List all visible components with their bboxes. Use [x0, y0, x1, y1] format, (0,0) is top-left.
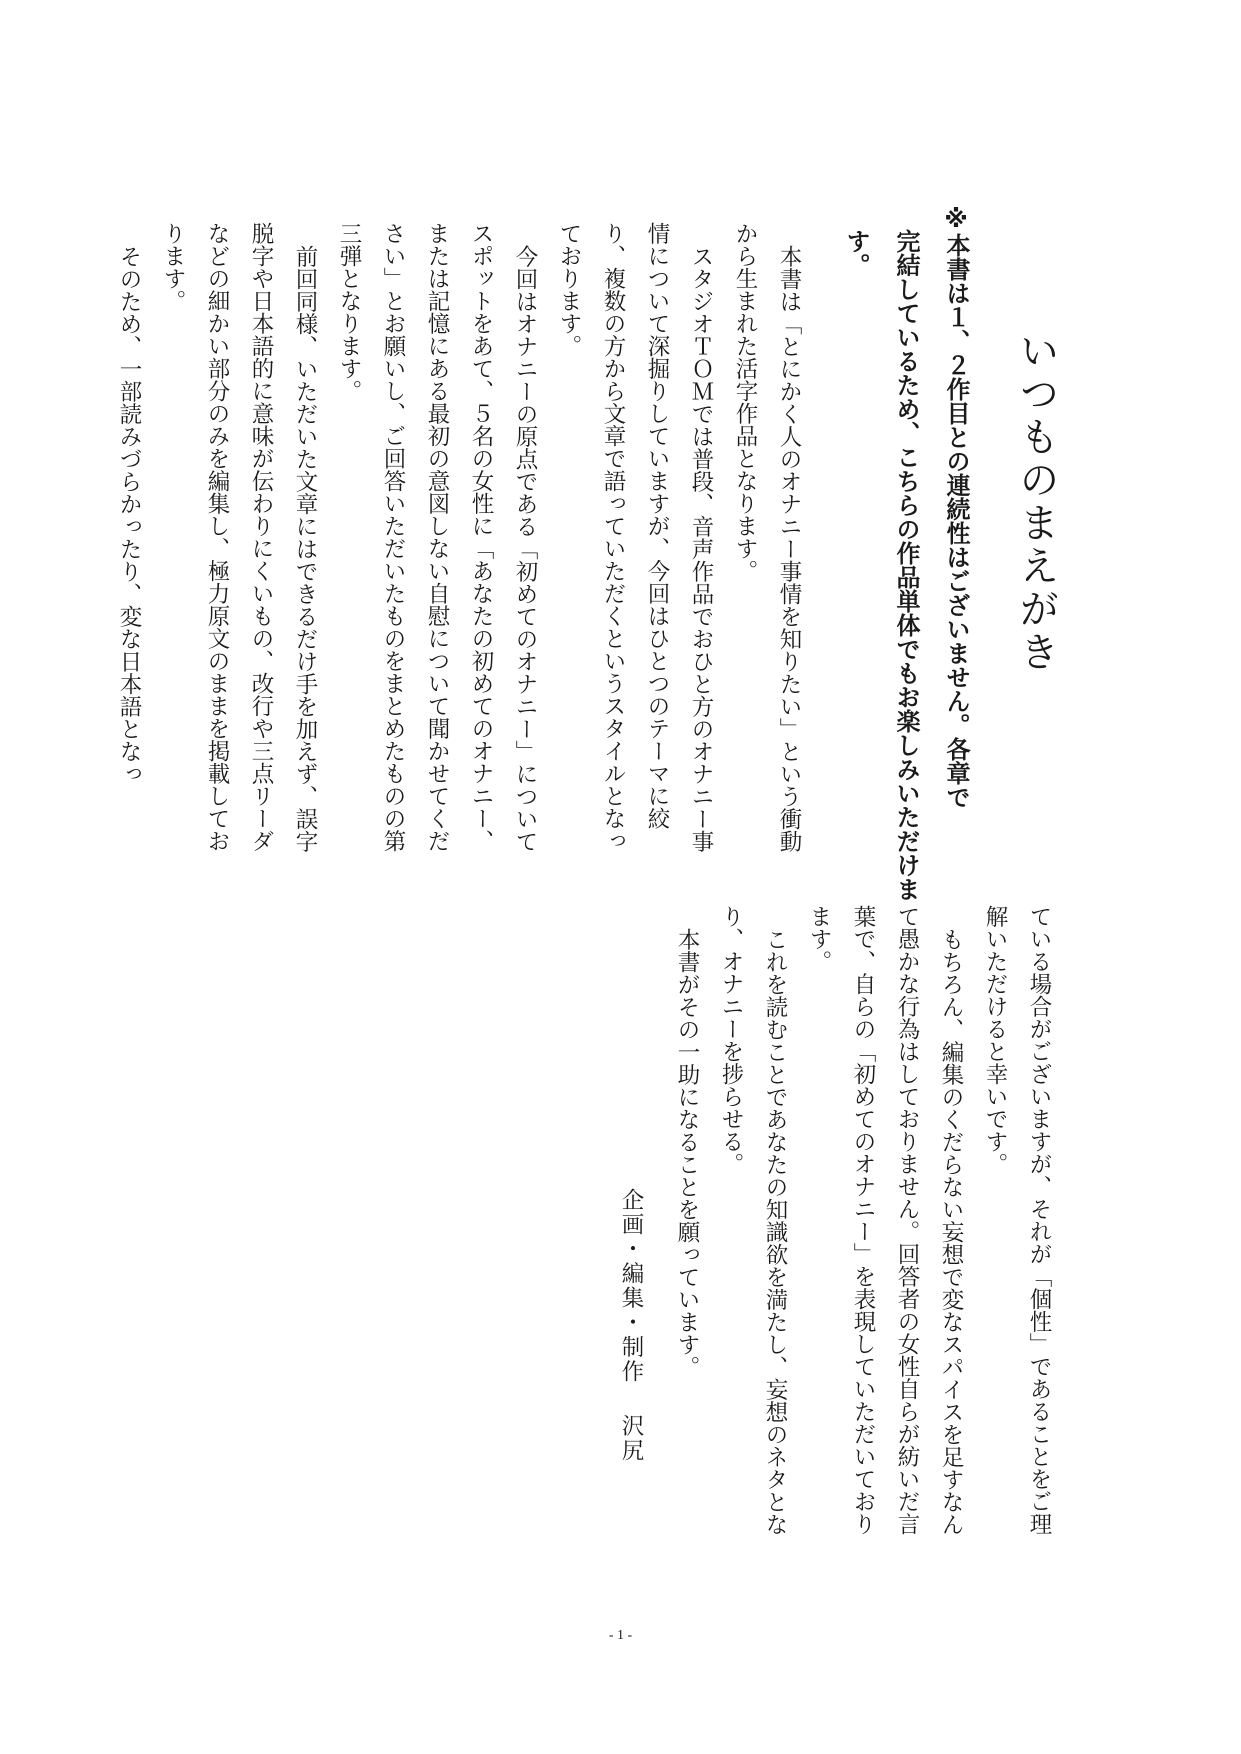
credit-name: 沢尻: [618, 1414, 644, 1463]
body-lower-section: [665, 905, 1061, 1555]
notice-line-1: ※本書は１、２作目との連続性はございません。各章で: [942, 205, 970, 809]
credit-line: [609, 1188, 653, 1463]
paragraph: ている場合がございますが、それが「個性」であることをご理解いただけると幸いです。: [982, 905, 1052, 1535]
paragraph: 前回同様、いただいた文章にはできるだけ手を加えず、誤字脱字や日本語的に意味が伝わりにくいもの、改行や三点リーダなどの細かい部分のみを編集し、極力原文のままを掲載しております。: [160, 222, 318, 852]
paragraph: そのため、一部読みづらかったり、変な日本語となっ: [116, 244, 142, 785]
notice-block: [831, 205, 981, 905]
page-number: - 1 -: [608, 1628, 633, 1643]
notice-line-2: 完結しているため、こちらの作品単体でもお楽しみいただけます。: [842, 229, 920, 901]
paragraph: 本書がその一助になることを願っています。: [674, 927, 700, 1378]
paragraph: 今回はオナニーの原点である「初めてのオナニー」について スポットをあて、５名の女性に「あなたの初めてのオナニー、または記憶にある最初の意図しない自慰について聞かせてください」とお願いし、ご回答いただいたものをまとめたものの第三弾となります。: [336, 222, 538, 852]
page-title: いつものまえがき: [1013, 330, 1059, 674]
paragraph: これを読むことであなたの知識欲を満たし、妄想のネタとなり、オナニーを捗らせる。: [718, 905, 788, 1535]
paragraph: スタジオＴＯＭでは普段、音声作品でおひと方のオナニー事情について深掘りしていますが、今回はひとつのテーマに絞り、複数の方から文章で語っていただくというスタイルとなっております。: [556, 222, 714, 852]
paragraph: もちろん、編集のくだらない妄想で変なスパイスを足すなんて愚かな行為はしておりません。回答者の女性自らが紡いだ言葉で、自らの「初めてのオナニー」を表現していただいております。: [806, 905, 964, 1535]
paragraph: 本書は「とにかく人のオナニー事情を知りたい」という衝動から生まれた活字作品となります。: [732, 222, 802, 852]
credit-role: 企画・編集・制作: [618, 1188, 644, 1384]
body-upper-section: [107, 222, 811, 872]
